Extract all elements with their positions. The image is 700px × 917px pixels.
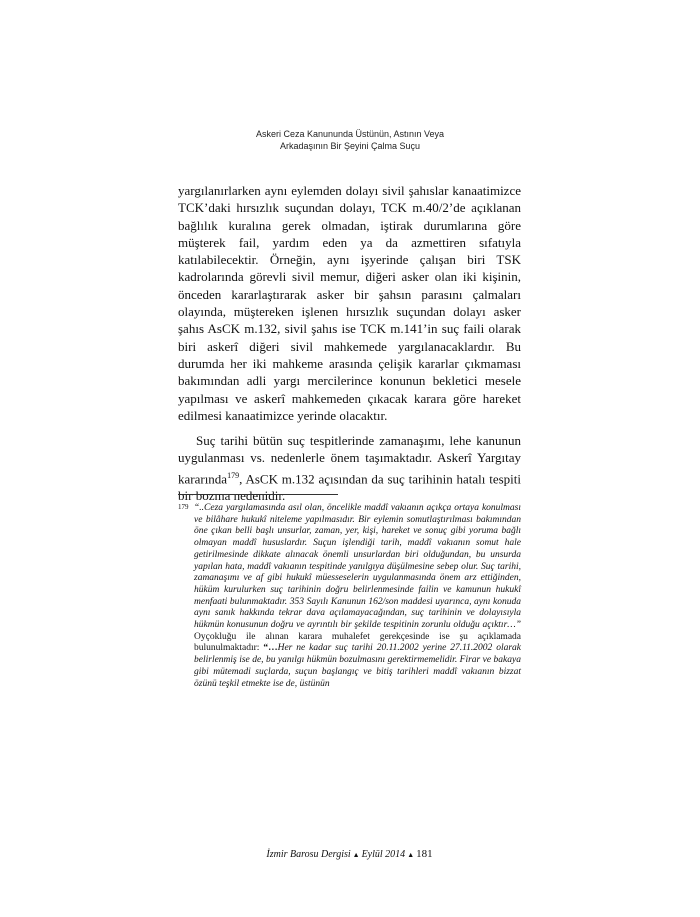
footer-separator-1: ▲ <box>352 851 360 859</box>
header-line-2: Arkadaşının Bir Şeyini Çalma Suçu <box>279 141 421 151</box>
paragraph-2-part-b: , AsCK m.132 açısından da suç tarihinin hatalı tespiti bir bozma nedenidir. <box>178 471 521 504</box>
footer-separator-2: ▲ <box>407 851 415 859</box>
footnote-179 <box>178 503 521 690</box>
footnote-number: 179 <box>178 503 189 511</box>
footnote-middle-text: Oyçokluğu ile alınan karara muhalefet gerekçesinde ise şu açıklamada bulunulmaktadır: <box>194 631 521 654</box>
page-number: 181 <box>416 848 433 860</box>
footnote-quote-1: “..Ceza yargılamasında asıl olan, öncelikle maddî vakıanın açıkça ortaya konulması ve bilâhare hukukî niteleme yapılmasıdır. Bir eylemin somutlaştırılması bakımından öne çıkan belli başlı unsurlar, zaman, yer, kişi, hareket ve sonuç gibi yoruma bağlı olmayan maddî hususlardır. Suçun işlendiği tarih, maddî vakıanın somut hale getirilmesinde dikkate alınacak önemli unsurlardan biri olduğundan, bu unsurda yapılan hata, maddî vakıanın tespitinde yanılgıya düşülmesine sebep olur. Suç tarihi, zamanaşımı ve af gibi hukukî müesseselerin uygulanmasında önem arz ettiğinden, hüküm kurulurken suç tarihinin doğru belirlenmesinde failin ve kamunun hukukî menfaati bulunmaktadır. 353 Sayılı Kanunun 162/son maddesi uyarınca, aynı konuda aynı sanık hakkında tekrar dava açılamayacağından, suç tarihinin ve dolayısıyla hükmün konusunun doğru ve ayrıntılı bir şekilde tespitinin zorunlu olduğu açıktır…” <box>194 503 521 631</box>
page-footer <box>178 848 521 860</box>
footer-date: Eylül 2014 <box>361 849 406 860</box>
body-text <box>178 182 521 505</box>
paragraph-2-part-a: Suç tarihi bütün suç tespitlerinde zamanaşımı, lehe kanunun uygulanması vs. nedenlerle önem taşımaktadır. Askerî Yargıtay kararında <box>178 433 521 487</box>
running-header <box>170 128 530 152</box>
paragraph-1: yargılanırlarken aynı eylemden dolayı sivil şahıslar kanaatimizce TCK’daki hırsızlık suçundan dolayı, TCK m.40/2’de açıklanan bağlılık kuralına gerek olmadan, iştirak durumlarına göre müşterek fail, yardım eden ya da azmettiren sıfatıyla katılabilecektir. Örneğin, aynı işyerinde çalışan biri TSK kadrolarında görevli sivil memur, diğeri asker olan iki kişinin, önceden kararlaştırarak asker bir şahsın parasını çalmaları olayında, müştereken işlenen hırsızlık suçundan dolayı asker şahıs AsCK m.132, sivil şahıs ise TCK m.141’in suç faili olarak biri askerî diğeri sivil mahkemede yargılanacaklardır. Bu durumda her iki mahkeme arasında çelişik kararlar çıkmaması bakımından adli yargı mercilerince konunun bekletici mesele yapılması ve askerî mahkemeden çıkacak karara göre hareket edilmesi kanaatimizce yerinde olacaktır. <box>178 183 521 423</box>
footnote-body <box>194 503 521 690</box>
footnote-divider <box>178 494 338 495</box>
footnote-quote-2: Her ne kadar suç tarihi 20.11.2002 yerine 27.11.2002 olarak belirlenmiş ise de, bu yanılgı hükmün bozulmasını gerektirmemelidir. Firar ve bakaya gibi mütemadi suçlarda, suçun başlangıç ve bitiş tarihleri maddî vakıanın bizzat özünü teşkil etmekte ise de, üstünün <box>194 643 522 689</box>
footnote-reference[interactable]: 179 <box>227 470 240 480</box>
footer-journal: İzmir Barosu Dergisi <box>266 849 351 860</box>
footnote-quote-2-lead: “… <box>263 643 278 654</box>
header-line-1: Askeri Ceza Kanununda Üstünün, Astının Veya <box>255 129 445 139</box>
